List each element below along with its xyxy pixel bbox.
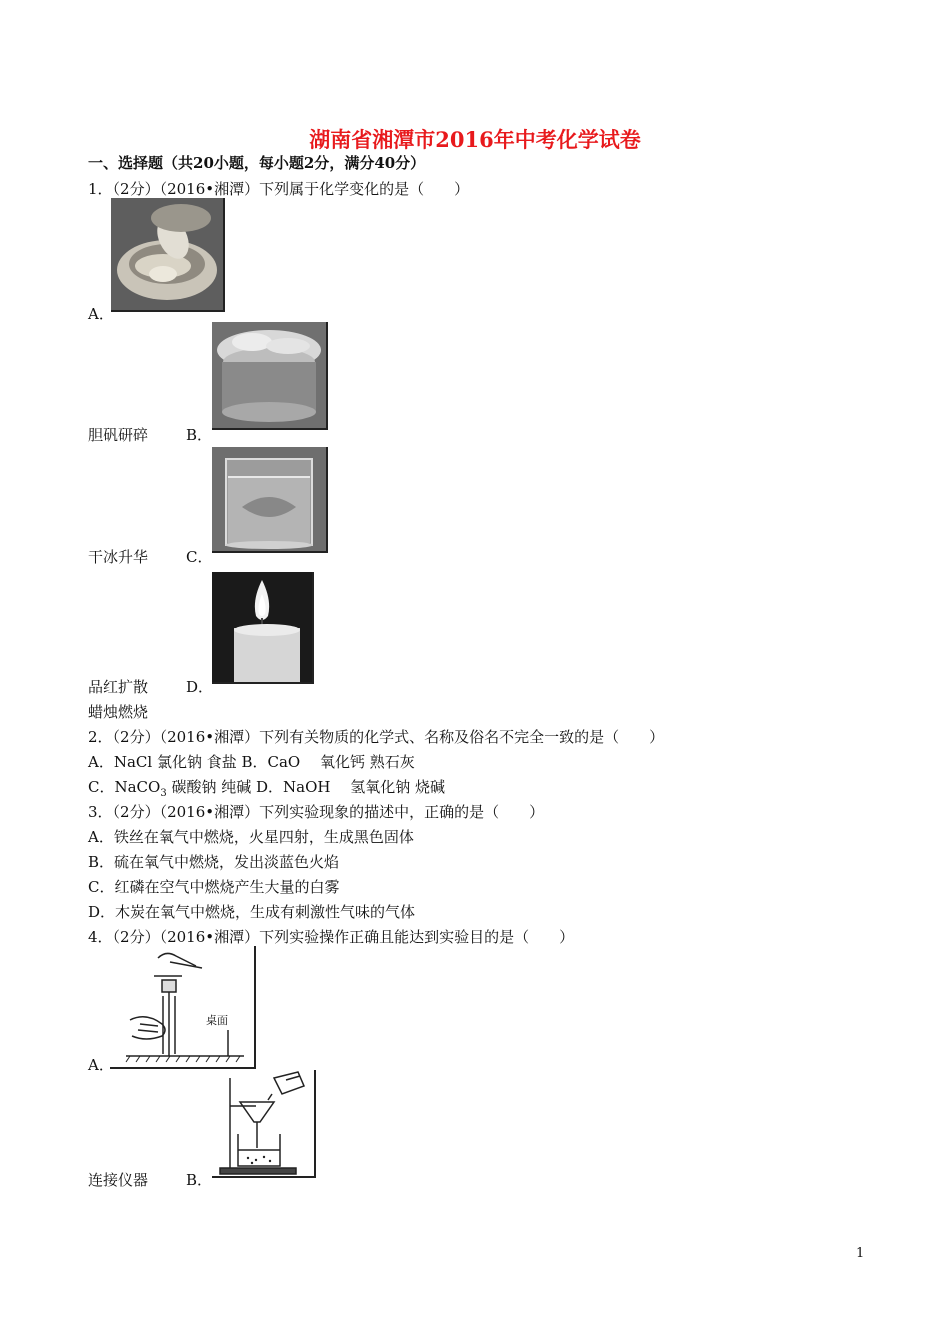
- q1-option-a-caption: 胆矾研碎: [88, 426, 149, 444]
- q2-option-c-formula: C．NaCO: [88, 778, 161, 796]
- section-heading: 一、选择题（共20小题，每小题2分，满分40分）: [88, 154, 426, 172]
- page-title: 湖南省湘潭市2016年中考化学试卷: [309, 127, 641, 152]
- q1-option-c-letter: C．: [186, 548, 213, 566]
- q1-option-d-letter: D．: [186, 678, 214, 696]
- q4-option-a-letter: A．: [88, 1056, 114, 1074]
- question-2-options-ab: A．NaCl 氯化钠 食盐 B．CaO 氧化钙 熟石灰: [88, 753, 415, 771]
- connect-apparatus-diagram: [110, 946, 256, 1069]
- q1-option-b-letter: B．: [186, 426, 213, 444]
- page-number: 1: [856, 1246, 865, 1261]
- question-4-stem: 4．（2分）（2016•湘潭）下列实验操作正确且能达到实验目的是（ ）: [88, 928, 575, 946]
- dry-ice-sublimation-image: [212, 322, 328, 430]
- desk-surface-label: 桌面: [206, 1014, 228, 1027]
- beaker-diffusion-image: [212, 447, 328, 553]
- q3-option-c: C．红磷在空气中燃烧产生大量的白雾: [88, 878, 340, 896]
- q1-option-c-caption: 品红扩散: [88, 678, 149, 696]
- q2-subscript: 3: [160, 788, 167, 799]
- q3-option-a: A．铁丝在氧气中燃烧，火星四射，生成黑色固体: [88, 828, 414, 846]
- q1-option-b-caption: 干冰升华: [88, 548, 149, 566]
- filtration-diagram: [212, 1070, 316, 1178]
- q2-option-rest: 碳酸钠 纯碱 D．NaOH 氢氧化钠 烧碱: [166, 778, 446, 796]
- mortar-pestle-image: [111, 198, 225, 312]
- candle-burning-image: [212, 572, 314, 684]
- question-2-stem: 2．（2分）（2016•湘潭）下列有关物质的化学式、名称及俗名不完全一致的是（ ）: [88, 728, 665, 746]
- q1-option-d-caption: 蜡烛燃烧: [88, 703, 149, 721]
- q4-option-b-letter: B．: [186, 1171, 213, 1189]
- question-1-stem: 1．（2分）（2016•湘潭）下列属于化学变化的是（ ）: [88, 180, 470, 198]
- q3-option-d: D．木炭在氧气中燃烧，生成有刺激性气味的气体: [88, 903, 416, 921]
- q4-option-a-caption: 连接仪器: [88, 1171, 149, 1189]
- question-3-stem: 3．（2分）（2016•湘潭）下列实验现象的描述中，正确的是（ ）: [88, 803, 545, 821]
- q1-option-a-letter: A．: [88, 305, 114, 323]
- q3-option-b: B．硫在氧气中燃烧，发出淡蓝色火焰: [88, 853, 340, 871]
- question-2-options-cd: [88, 776, 445, 799]
